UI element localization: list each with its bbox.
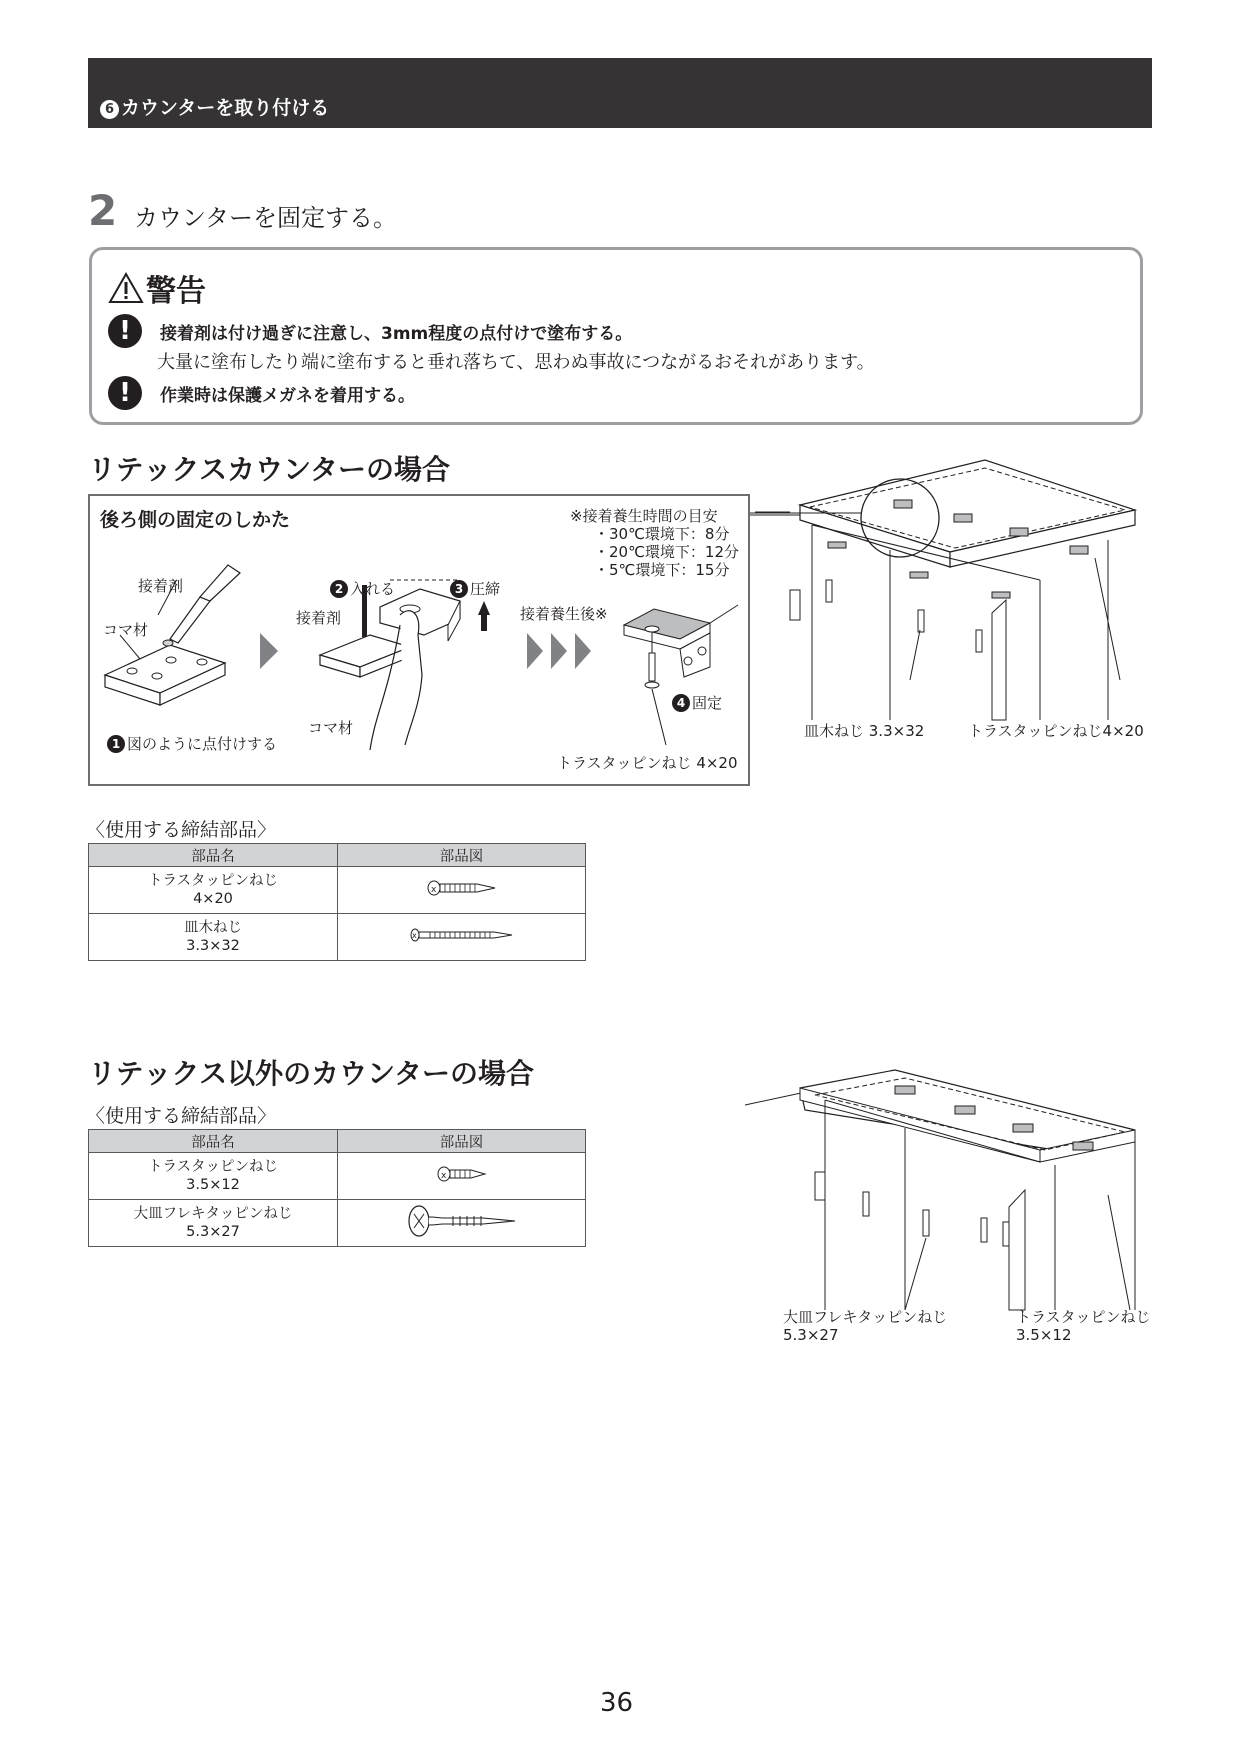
column-header-part-name: 部品名 bbox=[89, 1130, 338, 1153]
step4-text: 固定 bbox=[692, 694, 723, 712]
part-name: トラスタッピンねじ bbox=[147, 1159, 279, 1175]
flexi-screw-name: 大皿フレキタッピンねじ bbox=[783, 1308, 948, 1326]
step2-number: 2 bbox=[330, 580, 348, 598]
warning-title-text: 警告 bbox=[146, 274, 206, 309]
step-title: カウンターを固定する。 bbox=[134, 204, 398, 232]
warning-item-2-text: 作業時は保護メガネを着用する。 bbox=[160, 385, 415, 406]
truss-tapping-screw-icon bbox=[437, 1166, 487, 1182]
table-row bbox=[89, 1153, 586, 1200]
step3-label bbox=[450, 578, 500, 599]
part-name: トラスタッピンねじ bbox=[147, 873, 279, 889]
flexi-screw-label bbox=[783, 1308, 947, 1344]
curing-note-line: ・20℃環境下：12分 bbox=[594, 543, 740, 561]
step3-text: 圧締 bbox=[470, 580, 501, 598]
part-size: 5.3×27 bbox=[186, 1224, 240, 1240]
column-header-part-name: 部品名 bbox=[89, 844, 338, 867]
cabinet-counter-retex-illustration bbox=[770, 470, 1240, 720]
svg-text:x: x bbox=[440, 1170, 446, 1181]
part-size: 3.5×12 bbox=[186, 1177, 240, 1193]
figure-title: 後ろ側の固定のしかた bbox=[100, 509, 291, 531]
flexi-screw-size: 5.3×27 bbox=[783, 1326, 839, 1344]
block-label-1: コマ材 bbox=[103, 621, 149, 639]
warning-title bbox=[108, 266, 206, 310]
retex-section-title: リテックスカウンターの場合 bbox=[88, 453, 451, 486]
section-header-title bbox=[100, 93, 329, 120]
truss-screw-name: トラスタッピンねじ bbox=[1016, 1308, 1151, 1326]
step-number: 2 bbox=[88, 186, 118, 235]
after-curing-label: 接着養生後※ bbox=[520, 605, 608, 623]
block-label-2: コマ材 bbox=[308, 719, 354, 737]
part-size: 3.3×32 bbox=[186, 938, 240, 954]
step3-number: 3 bbox=[450, 580, 468, 598]
part-figure-cell bbox=[338, 1200, 586, 1247]
flat-wood-screw-icon bbox=[410, 928, 514, 942]
part-figure-cell bbox=[338, 867, 586, 914]
step1-label bbox=[107, 733, 277, 754]
step4-number: 4 bbox=[672, 694, 690, 712]
table-row bbox=[89, 1200, 586, 1247]
flat-wood-screw-label: 皿木ねじ 3.3×32 bbox=[804, 722, 925, 740]
part-name-cell bbox=[89, 914, 338, 961]
table-row bbox=[89, 867, 586, 914]
section-title-text: カウンターを取り付ける bbox=[121, 97, 330, 119]
adhesive-label-1: 接着剤 bbox=[138, 577, 184, 595]
parts-caption-other: 〈使用する締結部品〉 bbox=[86, 1105, 277, 1127]
step1-number: 1 bbox=[107, 735, 125, 753]
curing-note-line: ・5℃環境下：15分 bbox=[594, 561, 730, 579]
exclamation-icon: ! bbox=[108, 314, 142, 348]
curing-note-line: ・30℃環境下：8分 bbox=[594, 525, 730, 543]
part-name: 皿木ねじ bbox=[184, 920, 242, 936]
part-name-cell bbox=[89, 1200, 338, 1247]
part-name-cell bbox=[89, 1153, 338, 1200]
curing-note-heading: ※接着養生時間の目安 bbox=[570, 507, 718, 525]
screw-label: トラスタッピンねじ 4×20 bbox=[557, 754, 738, 772]
part-size: 4×20 bbox=[193, 891, 233, 907]
warning-item-1 bbox=[108, 314, 632, 348]
parts-table-retex bbox=[88, 843, 586, 961]
warning-item-1-detail: 大量に塗布したり端に塗布すると垂れ落ちて、思わぬ事故につながるおそれがあります。 bbox=[157, 352, 875, 373]
step4-label bbox=[672, 692, 722, 713]
truss-screw-size: 3.5×12 bbox=[1016, 1326, 1072, 1344]
warning-item-1-text: 接着剤は付け過ぎに注意し、3mm程度の点付けで塗布する。 bbox=[160, 323, 633, 344]
other-section-title: リテックス以外のカウンターの場合 bbox=[88, 1057, 535, 1090]
page-number: 36 bbox=[600, 1688, 634, 1718]
adhesive-label-2: 接着剤 bbox=[296, 609, 342, 627]
cabinet-counter-other-illustration bbox=[745, 1070, 1235, 1310]
section-number-badge: 6 bbox=[100, 100, 119, 119]
warning-triangle-icon bbox=[108, 272, 144, 304]
truss-screw-label-other bbox=[1016, 1308, 1151, 1344]
column-header-part-figure: 部品図 bbox=[338, 1130, 586, 1153]
triple-next-arrow-icon bbox=[527, 633, 603, 669]
part-figure-cell bbox=[338, 1153, 586, 1200]
large-flat-flexi-tapping-screw-icon bbox=[407, 1204, 517, 1238]
part-name-cell bbox=[89, 867, 338, 914]
part-figure-cell bbox=[338, 914, 586, 961]
parts-table-other bbox=[88, 1129, 586, 1247]
curing-note bbox=[570, 507, 739, 579]
parts-caption-retex: 〈使用する締結部品〉 bbox=[86, 819, 277, 841]
warning-item-2 bbox=[108, 376, 415, 410]
table-row bbox=[89, 914, 586, 961]
step2-text: 入れる bbox=[350, 580, 396, 598]
truss-tapping-screw-icon bbox=[427, 880, 497, 896]
step1-text: 図のように点付けする bbox=[127, 735, 278, 753]
column-header-part-figure: 部品図 bbox=[338, 844, 586, 867]
step2-label bbox=[330, 578, 395, 599]
part-name: 大皿フレキタッピンねじ bbox=[133, 1206, 293, 1222]
next-arrow-icon bbox=[260, 633, 280, 669]
exclamation-icon: ! bbox=[108, 376, 142, 410]
truss-tapping-screw-label: トラスタッピンねじ4×20 bbox=[968, 722, 1144, 740]
svg-text:x: x bbox=[411, 930, 417, 940]
svg-text:x: x bbox=[430, 884, 436, 895]
